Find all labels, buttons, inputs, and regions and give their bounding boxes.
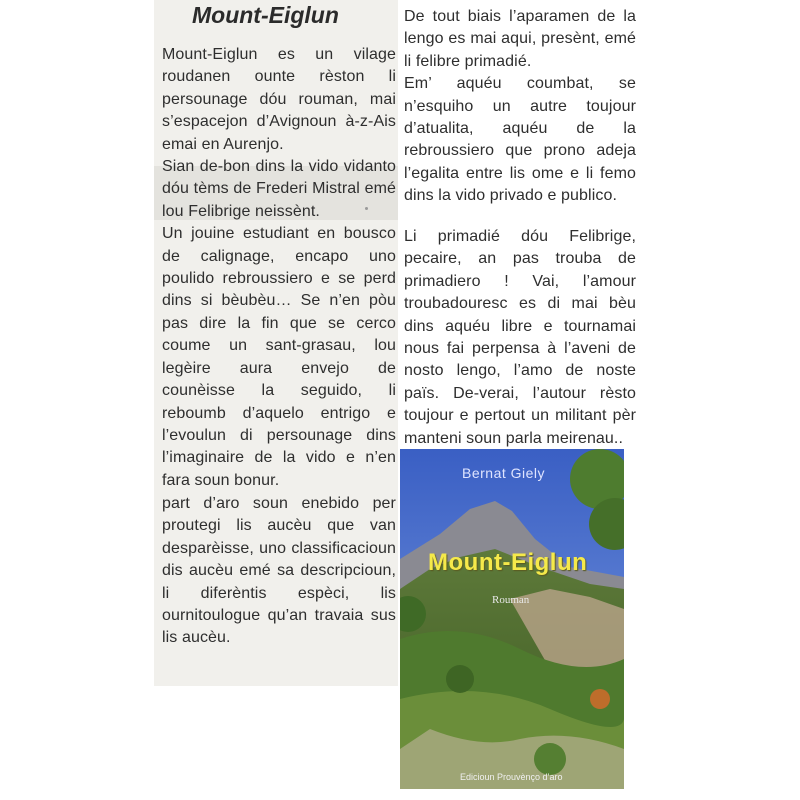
right-paragraph-3: Li primadié dóu Felibrige, pecaire, an pas trouba de primadiero ! Vai, l’amour troubadouresc es di mai bèu dins aquéu libre e tournamai nous fai perpensa à l’aveni de nosto lengo, l’amo de noste païs. De-verai, l’autour rèsto toujour e pertout un militant pèr manteni soun parla meirenau.. xyxy=(404,228,636,447)
right-column-text-top xyxy=(404,6,636,208)
book-publisher: Edicioun Prouvènço d’aro xyxy=(460,772,563,782)
left-paragraph-3: Un jouine estudiant en bousco de calignage, encapo uno poulido rebroussiero e se perd dins si bèubèu… Se n’en pòu pas dire la fin que se cerco coume un sant-grasau, lou legèire aura envejo de counèisse la seguido, li reboumb d’aquelo entrigo e l’evoulun di persounage dins l’imaginaire de la vido e n’en fara soun bonur. xyxy=(162,225,396,489)
left-paragraph-2: Sian de-bon dins la vido vidanto dóu tèms de Frederi Mistral emé lou Felibrige neissènt. xyxy=(162,158,396,220)
book-title: Mount-Eiglun xyxy=(428,549,588,576)
left-paragraph-4: part d’aro soun enebido per proutegi lis aucèu que van desparèisse, uno classificacioun dis aucèu emé sa descripcioun, li diferèntis espèci, lis ournitoulogue qu’an travaia sus lis aucèu. xyxy=(162,495,396,647)
right-column-text-bottom xyxy=(404,226,636,450)
left-column-text-bottom xyxy=(162,493,396,650)
right-paragraph-2: Em’ aquéu coumbat, se n’esquiho un autre toujour d’atualita, aquéu de la rebroussiero que prono adeja l’egalita entre lis ome e li femo dins la vido privado e publico. xyxy=(404,75,636,205)
print-speck xyxy=(365,207,368,210)
book-author: Bernat Giely xyxy=(462,465,546,481)
left-paragraph-1: Mount-Eiglun es un vilage roudanen ounte rèston li persounage dóu rouman, mai s’espacejon d’Avignoun à-z-Ais emai en Aurenjo. xyxy=(162,46,396,153)
book-cover-illustration xyxy=(400,449,624,789)
right-paragraph-1: De tout biais l’aparamen de la lengo es mai aqui, presènt, emé li felibre primadié. xyxy=(404,8,636,70)
article-title: Mount-Eiglun xyxy=(192,2,339,28)
newspaper-page xyxy=(154,0,640,800)
left-column xyxy=(154,0,398,686)
book-subtitle: Rouman xyxy=(492,594,530,606)
book-cover-image xyxy=(400,449,624,789)
left-column-text-top xyxy=(162,44,396,492)
